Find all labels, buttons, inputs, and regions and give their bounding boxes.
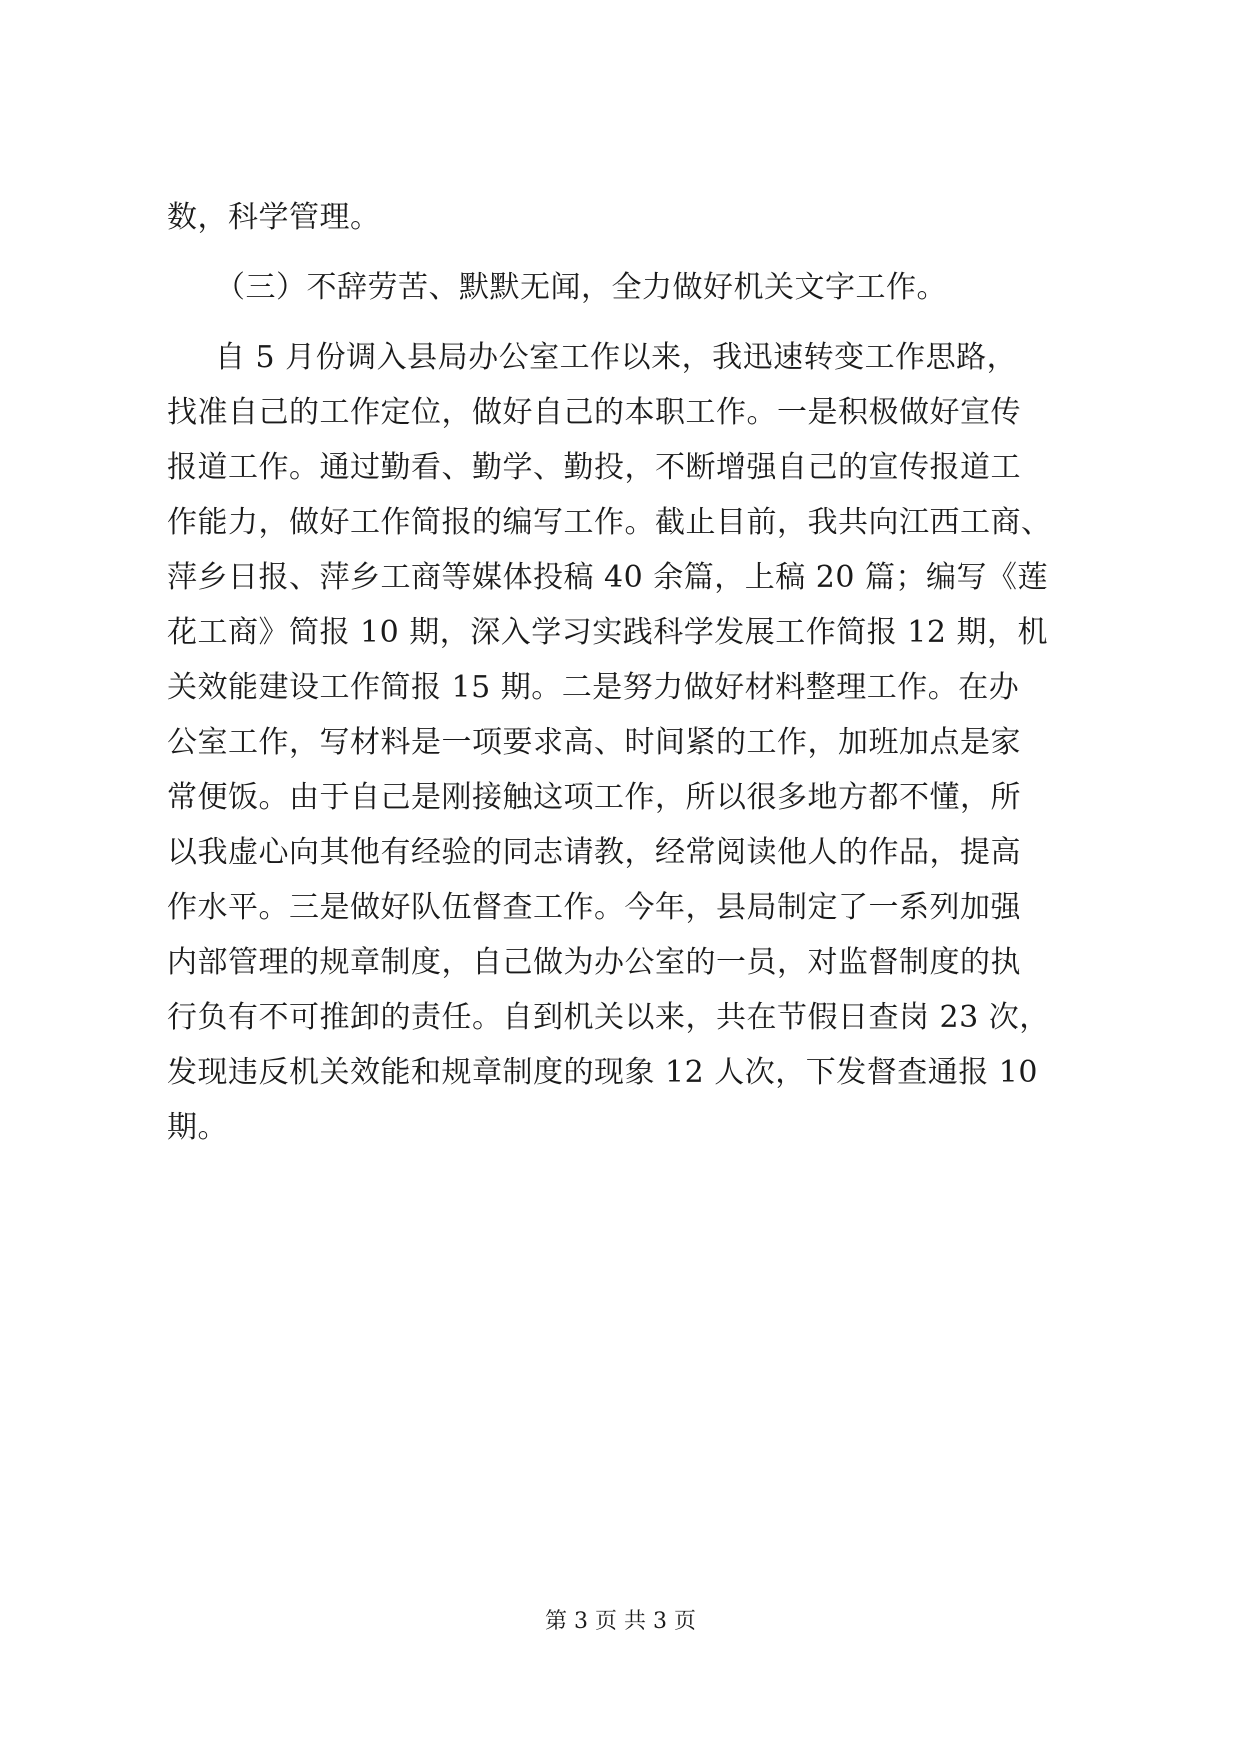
text-line: 数，科学管理。 <box>167 200 381 235</box>
text-line: 萍乡日报、萍乡工商等媒体投稿 40 余篇，上稿 20 篇；编写《莲 <box>167 560 1048 595</box>
text-line: 报道工作。通过勤看、勤学、勤投，不断增强自己的宣传报道工 <box>167 450 1021 485</box>
section-heading: （三）不辞劳苦、默默无闻，全力做好机关文字工作。 <box>215 270 947 305</box>
text-line: 作能力，做好工作简报的编写工作。截止目前，我共向江西工商、 <box>167 505 1052 540</box>
text-line: 行负有不可推卸的责任。自到机关以来，共在节假日查岗 23 次， <box>167 1000 1050 1035</box>
text-line: 以我虚心向其他有经验的同志请教，经常阅读他人的作品，提高 <box>167 835 1021 870</box>
paragraph-first-line: 自 5 月份调入县局办公室工作以来，我迅速转变工作思路， <box>215 340 1018 375</box>
text-line: 关效能建设工作简报 15 期。二是努力做好材料整理工作。在办 <box>167 670 1020 705</box>
text-line: 公室工作，写材料是一项要求高、时间紧的工作，加班加点是家 <box>167 725 1021 760</box>
text-line: 内部管理的规章制度，自己做为办公室的一员，对监督制度的执 <box>167 945 1021 980</box>
text-line: 作水平。三是做好队伍督查工作。今年，县局制定了一系列加强 <box>167 890 1021 925</box>
text-line: 发现违反机关效能和规章制度的现象 12 人次，下发督查通报 10 <box>167 1055 1038 1090</box>
text-line: 找准自己的工作定位，做好自己的本职工作。一是积极做好宣传 <box>167 395 1021 430</box>
text-line: 花工商》简报 10 期，深入学习实践科学发展工作简报 12 期，机 <box>167 615 1048 650</box>
page-number-footer: 第 3 页 共 3 页 <box>545 1609 696 1634</box>
text-line: 期。 <box>167 1110 228 1145</box>
text-line: 常便饭。由于自己是刚接触这项工作，所以很多地方都不懂，所 <box>167 780 1021 815</box>
